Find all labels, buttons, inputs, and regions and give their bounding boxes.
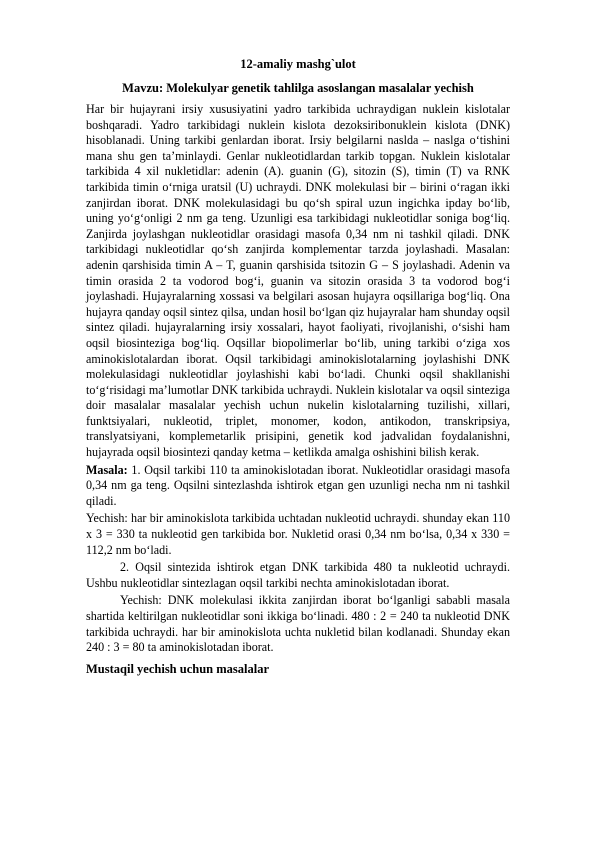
example-1-paragraph xyxy=(86,463,510,510)
example-1-text: 1. Oqsil tarkibi 110 ta aminokislotadan iborat. Nukleotidlar orasidagi masofa 0,34 nm ga teng. Oqsilni sintezlashda ishtirok etgan gen uzunligi necha nm ni tashkil qiladi. xyxy=(86,462,510,508)
intro-paragraph: Har bir hujayrani irsiy xususiyatini yadro tarkibida uchraydigan nuklein kislotalar boshqaradi. Yadro tarkibidagi nuklein kislota dezoksiribonuklein kislota (DNK) hisoblanadi. Uning tarkibi genlardan iborat. Irsiy belgilarni naslda – naslga o‘tishini mana shu gen ta’minlaydi. Genlar nukleotidlardan tarkib topgan. Nuklein kislotalar tarkibida 4 xil nukletidlar: adenin (A). guanin (G), sitozin (S), timin (T) va RNK tarkibida timin o‘rniga uratsil (U) uchraydi. DNK molekulasi bir – birini o‘ragan ikki zanjirdan iborat. DNK molekulasidagi bu qo‘sh spiral uzun ingichka ipday bo‘lib, uning yo‘g‘onligi 2 nm ga teng. Uzunligi esa tarkibidagi nukleotidlar soniga bog‘liq. Zanjirda joylashgan nukleotidlar orasidagi masofa 0,34 nm ni tashkil qiladi. DNK tarkibidagi nukleotidlar qo‘sh zanjirda komplementar tarzda joylashadi. Masalan: adenin qarshisida timin A – T, guanin qarshisida tsitozin G – S joylashadi. Adenin va timin orasida 2 ta vodorod bog‘i, guanin va sitozin orasida 3 ta vodorod bog‘i joylashadi. Hujayralarning xossasi va belgilari asosan hujayra oqsillariga bog‘liq. Ona hujayra qanday oqsil sintez qilsa, undan hosil bo‘lgan qiz hujayralar ham shunday oqsil sintez qiladi. hujayralarning irsiy xossalari, hayot faoliyati, rivojlanishi, o‘sishi ham oqsil biosinteziga bog‘liq. Oqsillar biopolimerlar bo‘lib, uning tarkibi o‘ziga xos aminokislotalardan iborat. Oqsil tarkibidagi aminokislotalarning joylashishi DNK molekulasidagi nukleotidlar joylashishi kabi bo‘ladi. Chunki oqsil shakllanishi to‘g‘risidagi ma’lumotlar DNK tarkibida uchraydi. Nuklein kislotalar va oqsil sinteziga doir masalalar masalalar yechish uchun nukelin kislotalarning tuzilishi, xillari, funktsiyalari, nukleotid, triplet, monomer, kodon, antikodon, transkripsiya, translyatsiyani, komplemetarlik prisipini, genetik kod jadvalidan foydalanishni, hujayrada oqsil biosintezi qanday ketma – ketlikda amalga oshishini bilish kerak. xyxy=(86,102,510,460)
example-label: Masala: xyxy=(86,462,128,477)
page-title: 12-amaliy mashg`ulot xyxy=(240,57,356,71)
topic-subtitle: Mavzu: Molekulyar genetik tahlilga asoslangan masalalar yechish xyxy=(122,81,474,95)
example-2-paragraph: 2. Oqsil sintezida ishtirok etgan DNK tarkibida 480 ta nukleotid uchraydi. Ushbu nukleotidlar sintezlagan oqsil tarkibi nechta aminokislotadan iborat. xyxy=(86,560,510,590)
solution-2-paragraph: Yechish: DNK molekulasi ikkita zanjirdan iborat bo‘lganligi sababli masala shartida keltirilgan nukleotidlar soni ikkiga bo‘linadi. 480 : 2 = 240 ta nukleotid DNK tarkibida uchraydi. har bir aminokislota uchta nukletid bilan kodlanadi. Shunday ekan 240 : 3 = 80 ta aminokislotadan iborat. xyxy=(86,593,510,655)
document-page xyxy=(86,56,510,678)
solution-1-paragraph: Yechish: har bir aminokislota tarkibida uchtadan nukleotid uchraydi. shunday ekan 110 x 3 = 330 ta nukleotid gen tarkibida bor. Nukletid orasi 0,34 nm bo‘lsa, 0,34 x 330 = 112,2 nm bo‘ladi. xyxy=(86,511,510,557)
section-heading: Mustaqil yechish uchun masalalar xyxy=(86,661,270,676)
